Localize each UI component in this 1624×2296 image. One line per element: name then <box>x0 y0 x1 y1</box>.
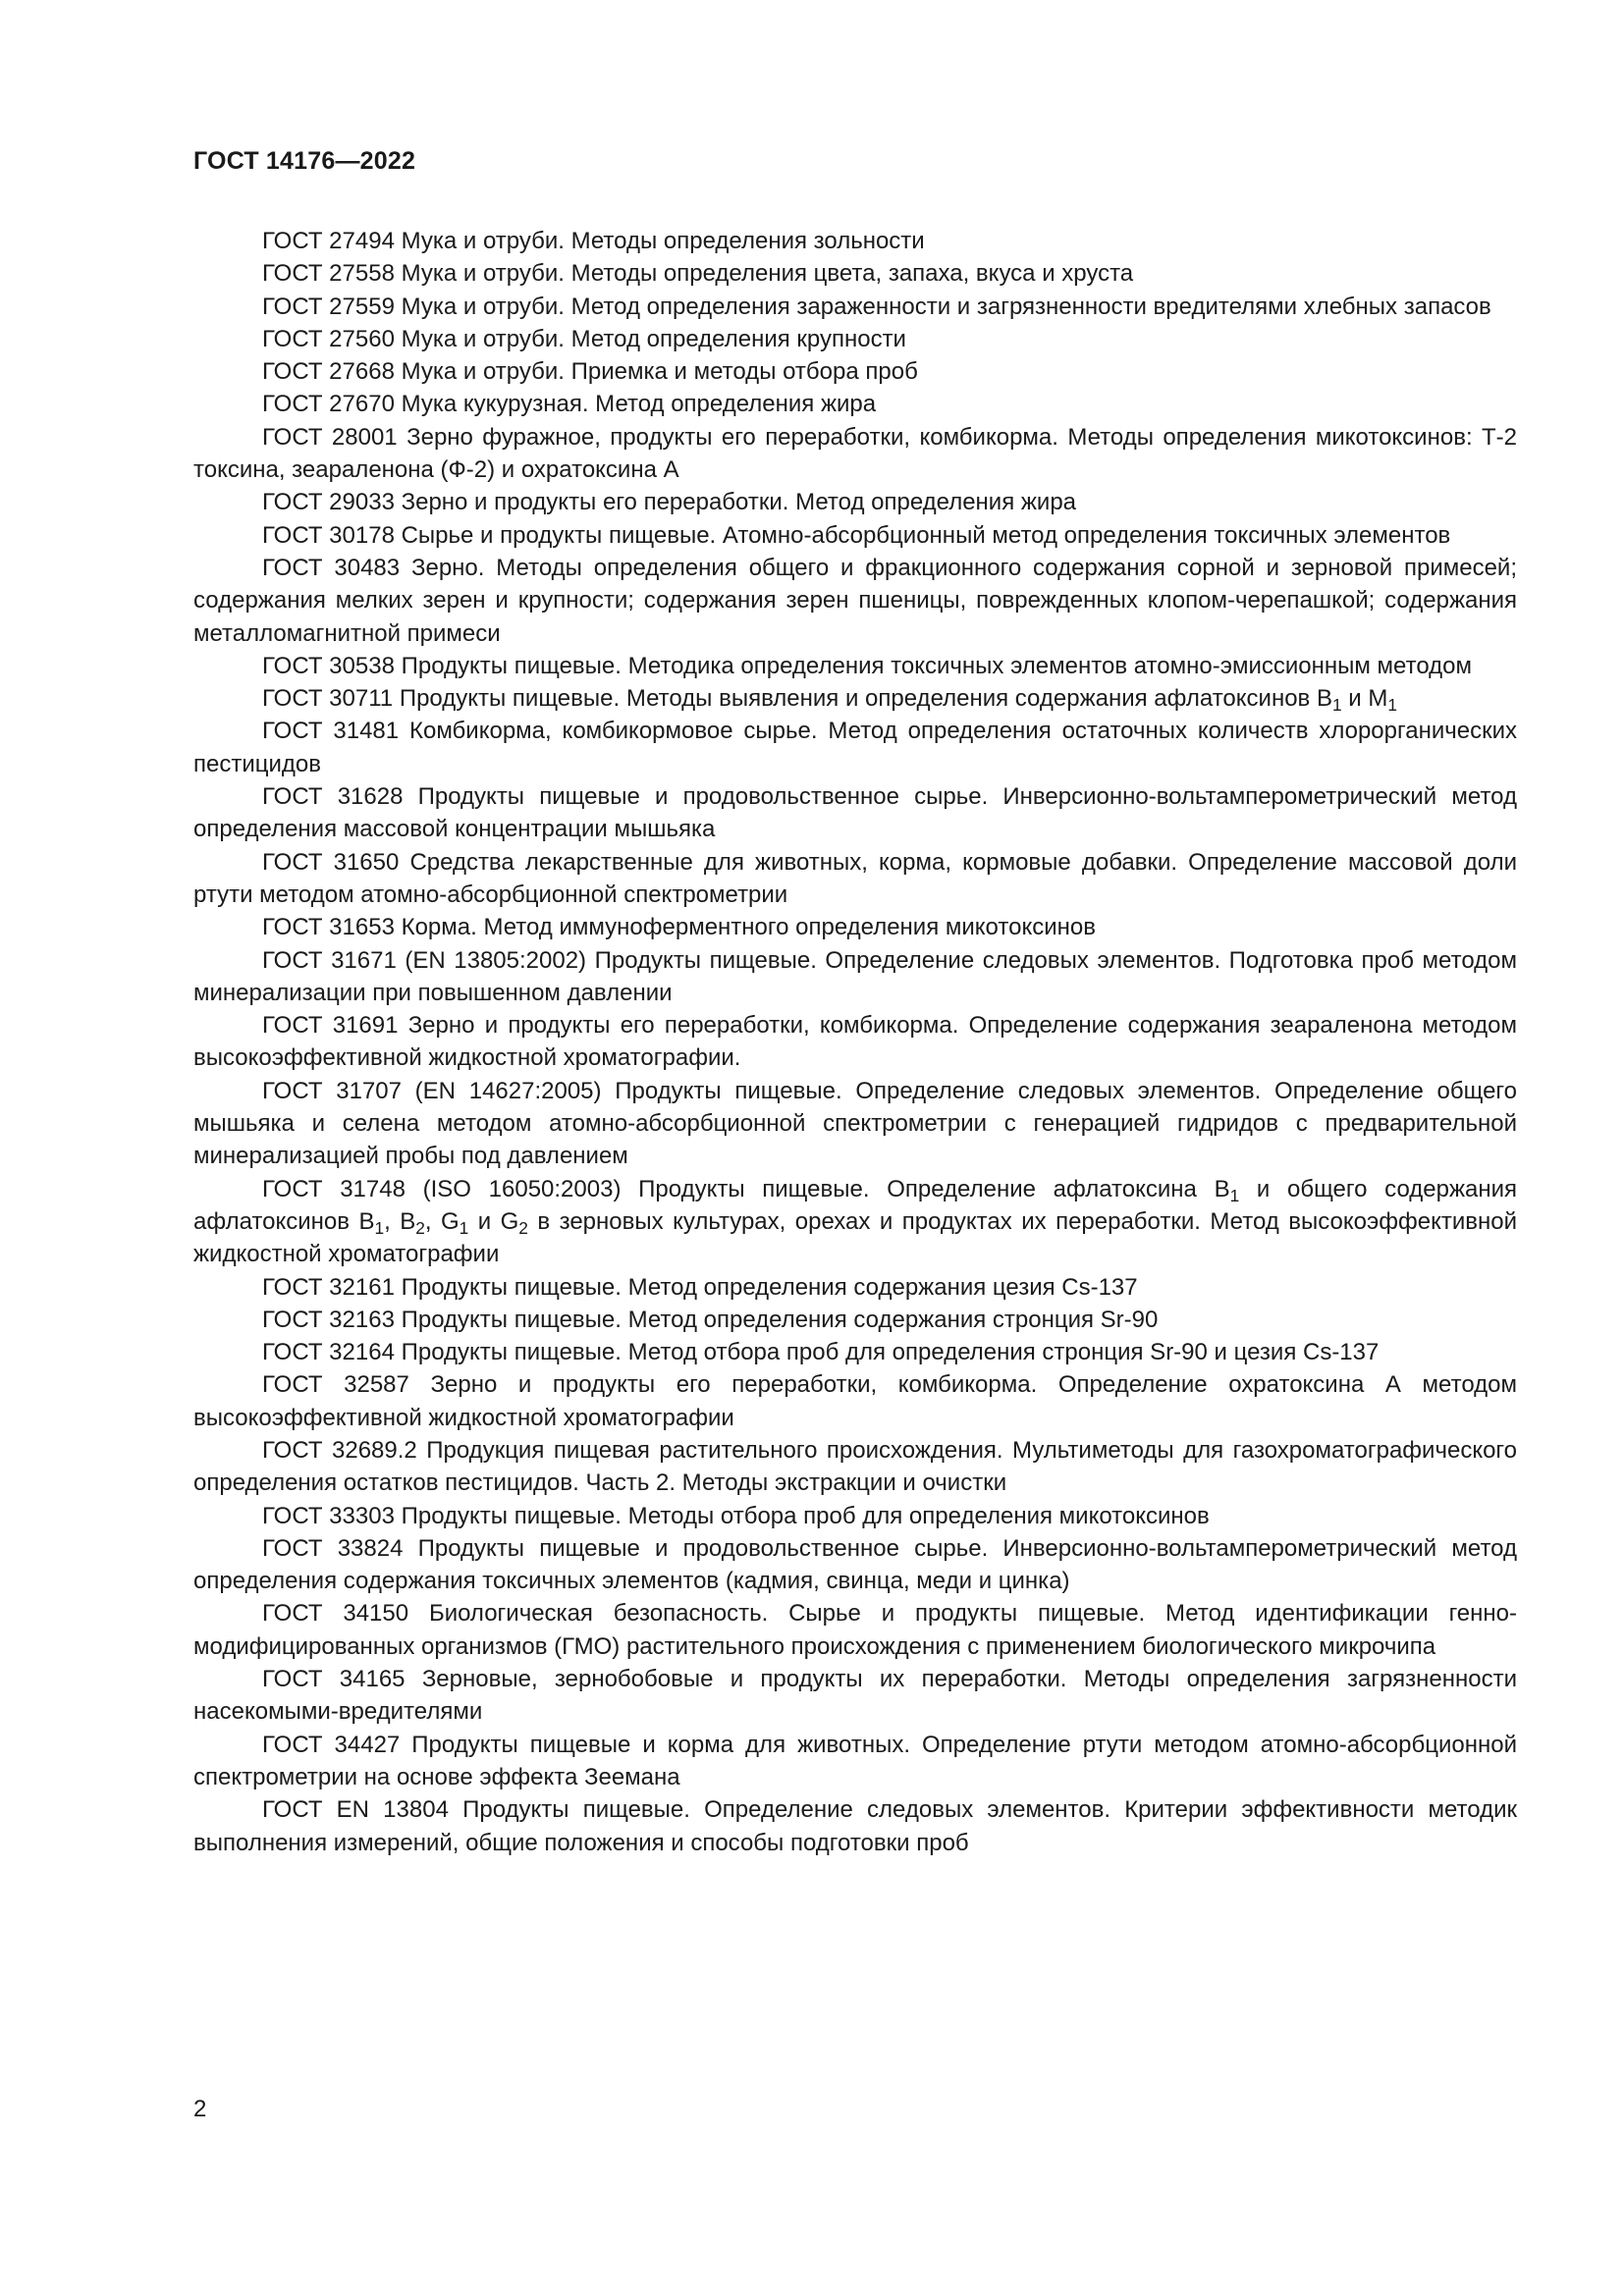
reference-title: Продукты пищевые. Метод определения содержания цезия Cs-137 <box>401 1273 1138 1301</box>
reference-item <box>193 911 1517 943</box>
reference-item <box>193 421 1517 487</box>
reference-item <box>193 1500 1517 1532</box>
reference-title: Продукты пищевые. Определение следовых элементов. Критерии эффективности методик выполнения измерений, общие положения и способы подготовки проб <box>193 1796 1518 1856</box>
reference-standard-id: ГОСТ 27558 <box>262 260 395 288</box>
reference-standard-id: ГОСТ 31481 <box>262 718 400 745</box>
reference-title: Зерно фуражное, продукты его переработки, комбикорма. Методы определения микотоксинов: Т-2 токсина, зеараленона (Ф-2) и охратоксина А <box>193 423 1518 484</box>
reference-title: Продукты пищевые. Методика определения токсичных элементов атомно-эмиссионным методом <box>401 652 1472 679</box>
reference-item <box>193 1336 1517 1368</box>
reference-item <box>193 552 1517 650</box>
reference-standard-id: ГОСТ EN 13804 <box>262 1796 449 1824</box>
reference-standard-id: ГОСТ 27560 <box>262 325 395 352</box>
reference-standard-id: ГОСТ 32163 <box>262 1306 395 1333</box>
reference-item <box>193 355 1517 388</box>
reference-standard-id: ГОСТ 32161 <box>262 1273 395 1301</box>
reference-item <box>193 1009 1517 1075</box>
reference-standard-id: ГОСТ 31707 (EN 14627:2005) <box>262 1077 602 1104</box>
reference-item <box>193 323 1517 355</box>
reference-title: Мука и отруби. Метод определения зараженности и загрязненности вредителями хлебных запасов <box>401 293 1491 320</box>
reference-standard-id: ГОСТ 31748 (ISO 16050:2003) <box>262 1175 622 1202</box>
reference-title: Продукты пищевые. Методы отбора проб для определения микотоксинов <box>401 1502 1210 1529</box>
reference-standard-id: ГОСТ 30483 <box>262 554 401 581</box>
reference-standard-id: ГОСТ 33303 <box>262 1502 395 1529</box>
reference-item <box>193 1793 1517 1859</box>
reference-item <box>193 1434 1517 1500</box>
reference-item <box>193 519 1517 552</box>
reference-standard-id: ГОСТ 31653 <box>262 914 395 941</box>
reference-item <box>193 1368 1517 1434</box>
reference-standard-id: ГОСТ 32689.2 <box>262 1436 417 1464</box>
reference-title: Биологическая безопасность. Сырье и продукты пищевые. Метод идентификации генно-модифицированных организмов (ГМО) растительного происхождения с применением биологического микрочипа <box>193 1600 1517 1660</box>
reference-title: Продукты пищевые и продовольственное сырье. Инверсионно-вольтамперометрический метод определения массовой концентрации мышьяка <box>193 783 1517 843</box>
reference-standard-id: ГОСТ 33824 <box>262 1534 404 1562</box>
reference-title: Продукты пищевые. Методы выявления и определения содержания афлатоксинов $B_1$ и $M_1$ <box>399 685 1397 715</box>
reference-item <box>193 486 1517 518</box>
reference-standard-id: ГОСТ 31650 <box>262 848 400 876</box>
reference-title: Продукция пищевая растительного происхождения. Мультиметоды для газохроматографического определения остатков пестицидов. Часть 2. Методы экстракции и очистки <box>193 1436 1518 1497</box>
reference-item <box>193 1663 1517 1729</box>
reference-item <box>193 650 1517 682</box>
reference-standard-id: ГОСТ 27670 <box>262 391 395 418</box>
reference-standard-id: ГОСТ 30538 <box>262 652 395 679</box>
reference-title: Комбикорма, комбикормовое сырье. Метод определения остаточных количеств хлорорганических пестицидов <box>193 718 1517 777</box>
page-number: 2 <box>193 2096 207 2122</box>
reference-title: Мука и отруби. Методы определения зольности <box>401 228 925 254</box>
reference-standard-id: ГОСТ 30178 <box>262 521 395 549</box>
reference-standard-id: ГОСТ 31671 (EN 13805:2002) <box>262 946 587 974</box>
reference-item <box>193 715 1517 780</box>
reference-item <box>193 1075 1517 1173</box>
reference-item <box>193 388 1517 420</box>
reference-title: Продукты пищевые. Определение следовых элементов. Подготовка проб методом минерализации при повышенном давлении <box>193 946 1518 1006</box>
reference-item <box>193 1729 1517 1794</box>
reference-title: Продукты пищевые. Определение следовых элементов. Определение общего мышьяка и селена методом атомно-абсорбционной спектрометрии с генерацией гидридов с предварительной минерализацией пробы под давлением <box>193 1077 1518 1170</box>
reference-item <box>193 225 1517 257</box>
reference-title: Продукты пищевые и корма для животных. Определение ртути методом атомно-абсорбционной спектрометрии на основе эффекта Зеемана <box>193 1731 1517 1790</box>
reference-title: Сырье и продукты пищевые. Атомно-абсорбционный метод определения токсичных элементов <box>401 521 1451 549</box>
reference-standard-id: ГОСТ 31691 <box>262 1012 399 1040</box>
reference-standard-id: ГОСТ 27494 <box>262 228 395 254</box>
reference-title: Мука кукурузная. Метод определения жира <box>401 391 877 418</box>
reference-standard-id: ГОСТ 34165 <box>262 1666 406 1693</box>
reference-title: Зерновые, зернобобовые и продукты их переработки. Методы определения загрязненности насекомыми-вредителями <box>193 1666 1517 1726</box>
reference-standard-id: ГОСТ 29033 <box>262 489 395 516</box>
reference-item <box>193 1532 1517 1598</box>
reference-item <box>193 780 1517 846</box>
reference-title: Продукты пищевые. Определение афлатоксина $B_1$ и общего содержания афлатоксинов $B_1$, $B_2$, $G_1$ и $G_2$ в зерновых культурах, орехах и продуктах их переработки. Метод высокоэффективной жидкостной хроматографии <box>193 1175 1518 1268</box>
reference-item <box>193 682 1517 715</box>
reference-item <box>193 944 1517 1010</box>
reference-standard-id: ГОСТ 27559 <box>262 293 395 320</box>
reference-item <box>193 1304 1517 1336</box>
reference-standard-id: ГОСТ 34150 <box>262 1600 409 1628</box>
reference-title: Зерно. Методы определения общего и фракционного содержания сорной и зерновой примесей; содержания мелких зерен и крупности; содержания зерен пшеницы, поврежденных клопом-черепашкой; содержания металломагнитной примеси <box>193 554 1517 647</box>
reference-item <box>193 1597 1517 1663</box>
reference-title: Мука и отруби. Методы определения цвета, запаха, вкуса и хруста <box>401 260 1134 288</box>
normative-references-list <box>193 225 1517 1859</box>
reference-title: Корма. Метод иммуноферментного определения микотоксинов <box>401 914 1096 941</box>
reference-item <box>193 257 1517 290</box>
reference-item <box>193 1271 1517 1304</box>
reference-title: Зерно и продукты его переработки. Метод определения жира <box>401 489 1077 516</box>
reference-title: Продукты пищевые и продовольственное сырье. Инверсионно-вольтамперометрический метод определения содержания токсичных элементов (кадмия, свинца, меди и цинка) <box>193 1534 1517 1595</box>
reference-standard-id: ГОСТ 31628 <box>262 783 404 811</box>
reference-standard-id: ГОСТ 34427 <box>262 1731 401 1758</box>
reference-title: Продукты пищевые. Метод определения содержания стронция Sr-90 <box>401 1306 1159 1333</box>
reference-standard-id: ГОСТ 32164 <box>262 1339 395 1366</box>
reference-item <box>193 1173 1517 1271</box>
reference-title: Продукты пищевые. Метод отбора проб для определения стронция Sr-90 и цезия Cs-137 <box>401 1339 1380 1366</box>
document-header: ГОСТ 14176—2022 <box>193 147 416 175</box>
reference-standard-id: ГОСТ 28001 <box>262 423 398 451</box>
reference-standard-id: ГОСТ 30711 <box>262 685 394 713</box>
reference-title: Средства лекарственные для животных, корма, кормовые добавки. Определение массовой доли ртути методом атомно-абсорбционной спектрометрии <box>193 848 1518 908</box>
reference-item <box>193 291 1517 323</box>
reference-title: Зерно и продукты его переработки, комбикорма. Определение содержания зеараленона методом высокоэффективной жидкостной хроматографии. <box>193 1012 1517 1072</box>
reference-standard-id: ГОСТ 27668 <box>262 358 395 386</box>
reference-standard-id: ГОСТ 32587 <box>262 1371 409 1399</box>
reference-title: Зерно и продукты его переработки, комбикорма. Определение охратоксина А методом высокоэффективной жидкостной хроматографии <box>193 1371 1518 1431</box>
reference-title: Мука и отруби. Приемка и методы отбора проб <box>401 358 918 386</box>
reference-item <box>193 846 1517 912</box>
reference-title: Мука и отруби. Метод определения крупности <box>401 325 906 352</box>
